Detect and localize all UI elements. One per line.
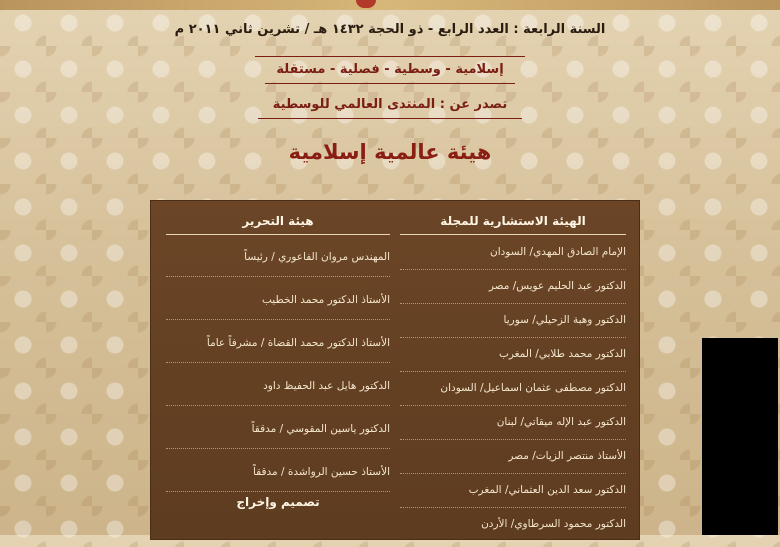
list-item: الدكتور محمود السرطاوي/ الأردن bbox=[400, 513, 626, 542]
divider bbox=[255, 56, 525, 57]
tagline: إسلامية - وسطية - فصلية - مستقلة bbox=[276, 62, 504, 77]
masthead-glyph bbox=[356, 0, 376, 8]
list-item: الدكتور مصطفى عثمان اسماعيل/ السودان bbox=[400, 377, 626, 406]
list-item: الأستاذ الدكتور محمد القضاة / مشرفاً عاماً bbox=[166, 327, 390, 363]
list-item: المهندس مروان الفاعوري / رئيساً bbox=[166, 241, 390, 277]
list-item: الدكتور عبد الإله ميقاتي/ لبنان bbox=[400, 411, 626, 440]
subtitle: هيئة عالمية إسلامية bbox=[288, 140, 492, 164]
design-title: تصميم وإخراج bbox=[236, 495, 320, 509]
list-item: الدكتور عبد الحليم عويس/ مصر bbox=[400, 275, 626, 304]
publisher-line: تصدر عن : المنتدى العالمي للوسطية bbox=[272, 97, 508, 112]
top-banner bbox=[0, 0, 780, 10]
list-item: الإمام الصادق المهدي/ السودان bbox=[400, 241, 626, 270]
list-item: الدكتور ياسين المقوسي / مدققاً bbox=[166, 413, 390, 449]
list-item: الدكتور وهبة الزحيلي/ سوريا bbox=[400, 309, 626, 338]
divider bbox=[258, 118, 522, 119]
advisory-board bbox=[400, 214, 626, 547]
boards-panel bbox=[150, 200, 640, 540]
editorial-board bbox=[166, 214, 390, 509]
issue-line: السنة الرابعة : العدد الرابع - ذو الحجة ١٤٣٢ هـ / تشرين ثاني ٢٠١١ م bbox=[174, 22, 606, 37]
list-item: الدكتور محمد طلابي/ المغرب bbox=[400, 343, 626, 372]
list-item: الأستاذ حسين الرواشدة / مدققاً bbox=[166, 456, 390, 492]
list-item: الدكتور هايل عبد الحفيظ داود bbox=[166, 370, 390, 406]
list-item: الأستاذ الدكتور محمد الخطيب bbox=[166, 284, 390, 320]
divider bbox=[265, 83, 515, 84]
black-overlay bbox=[702, 338, 778, 535]
list-item: الأستاذ منتصر الزيات/ مصر bbox=[400, 445, 626, 474]
editorial-board-title: هيئة التحرير bbox=[166, 214, 390, 235]
advisory-board-title: الهيئة الاستشارية للمجلة bbox=[400, 214, 626, 235]
list-item: الدكتور سعد الدين العثماني/ المغرب bbox=[400, 479, 626, 508]
